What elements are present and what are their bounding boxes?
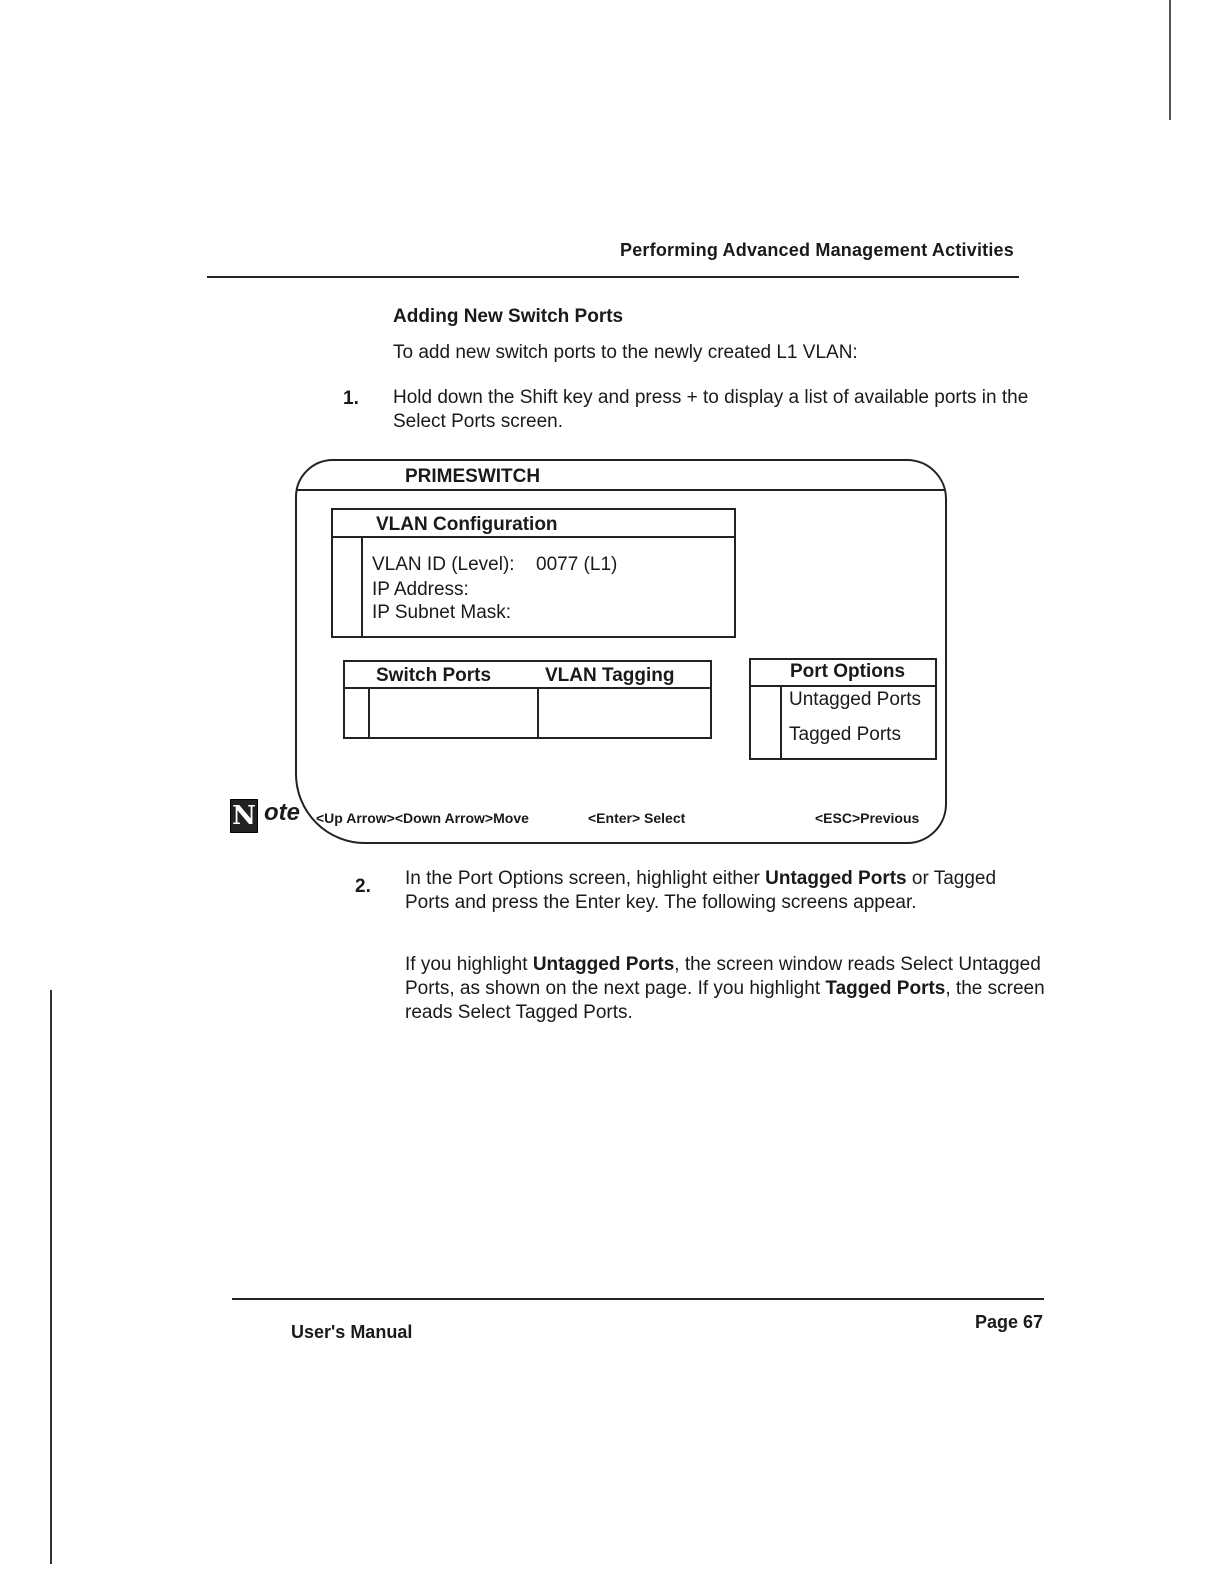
table-header-rule [343,687,712,689]
vlan-configuration-heading: VLAN Configuration [376,514,558,535]
key-hint-previous: <ESC>Previous [815,810,920,826]
note-icon: N [230,799,258,833]
section-title: Adding New Switch Ports [393,306,624,327]
step-1-text: Hold down the Shift key and press + to display a list of available ports in the Select Ports screen. [393,387,1029,432]
menu-divider [780,687,782,760]
menu-header-rule [749,685,937,687]
paragraph-highlight-info: If you highlight Untagged Ports, the screen window reads Select Untagged Ports, as shown on the next page. If you highlight Tagged Ports, the screen reads Select Tagged Ports. [405,954,1045,1023]
step-1-number: 1. [343,388,359,409]
menu-item-tagged-ports[interactable]: Tagged Ports [789,724,901,745]
screen-title-rule [297,489,945,491]
menu-item-untagged-ports[interactable]: Untagged Ports [789,689,922,710]
step-2-text: In the Port Options screen, highlight either Untagged Ports or Tagged Ports and press the Enter key. The following screens appear. [405,868,997,913]
intro-text: To add new switch ports to the newly created L1 VLAN: [393,342,858,363]
port-options-heading: Port Options [790,661,906,682]
key-hint-move: <Up Arrow><Down Arrow>Move [316,810,529,826]
vlan-id-label: VLAN ID (Level): [372,554,515,575]
footer-rule [232,1298,1044,1300]
table-column-divider [368,689,370,739]
scan-artifact-line [1169,0,1171,120]
switch-ports-column-header: Switch Ports [376,665,492,686]
vlan-id-value[interactable]: 0077 (L1) [536,554,618,575]
scan-artifact-line [50,990,52,1564]
table-column-divider [537,689,539,739]
header-rule [207,276,1019,278]
footer-manual-title: User's Manual [291,1322,413,1342]
panel-divider [361,538,363,638]
key-hint-select: <Enter> Select [588,810,686,826]
step-2-number: 2. [355,876,371,897]
screen-title: PRIMESWITCH [405,466,541,487]
ip-address-label: IP Address: [372,579,469,600]
vlan-tagging-column-header: VLAN Tagging [545,665,675,686]
page-number: Page 67 [975,1312,1044,1332]
note-label: ote [264,799,300,826]
running-header: Performing Advanced Management Activities [620,240,1014,260]
ip-subnet-mask-label: IP Subnet Mask: [372,602,512,623]
